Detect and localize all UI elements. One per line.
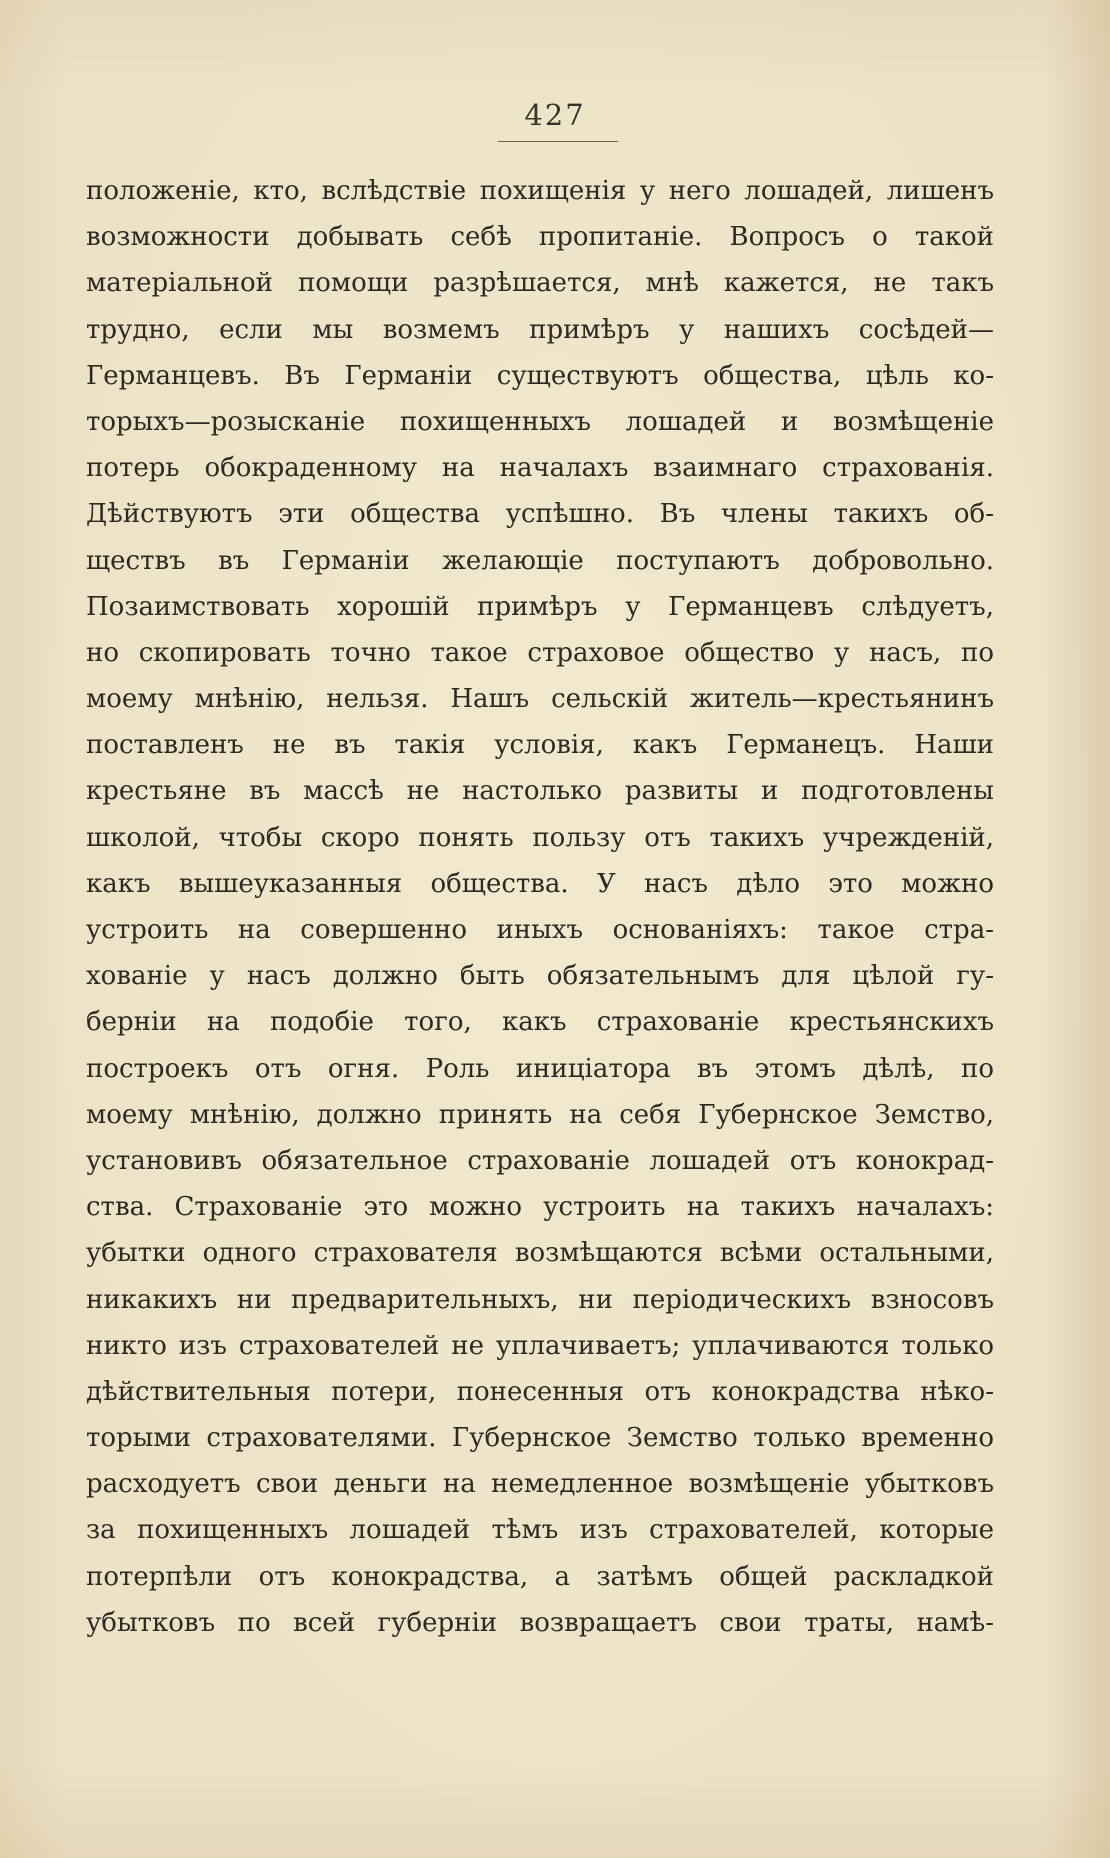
text-line: крестьяне въ массѣ не настолько развиты и подготовлены [86, 776, 994, 807]
text-line: Дѣйствуютъ эти общества успѣшно. Въ члены такихъ об- [86, 499, 994, 530]
text-line: какъ вышеуказанныя общества. У насъ дѣло это можно [86, 868, 994, 899]
text-line: ществъ въ Германіи желающіе поступаютъ добровольно. [86, 545, 994, 576]
text-line: моему мнѣнію, нельзя. Нашъ сельскій житель—крестьянинъ [86, 684, 994, 715]
text-line: потерпѣли отъ конокрадства, а затѣмъ общей раскладкой [86, 1561, 994, 1592]
text-line: матеріальной помощи разрѣшается, мнѣ кажется, не такъ [86, 268, 994, 299]
text-line: дѣйствительныя потери, понесенныя отъ конокрадства нѣко- [86, 1376, 994, 1407]
body-text [86, 168, 994, 1646]
text-line: убытки одного страхователя возмѣщаются всѣми остальными, [86, 1238, 994, 1269]
text-line: но скопировать точно такое страховое общество у насъ, по [86, 637, 994, 668]
page-number: 427 [524, 98, 586, 132]
text-line: торыхъ—розысканіе похищенныхъ лошадей и возмѣщеніе [86, 406, 994, 437]
text-line: возможности добывать себѣ пропитаніе. Вопросъ о такой [86, 222, 994, 253]
text-line: положеніе, кто, вслѣдствіе похищенія у него лошадей, лишенъ [86, 176, 994, 206]
text-line: устроить на совершенно иныхъ основаніяхъ: такое стра- [86, 915, 994, 945]
page-number-rule [498, 141, 618, 142]
text-line: школой, чтобы скоро понять пользу отъ такихъ учрежденій, [86, 822, 994, 853]
text-line: моему мнѣнію, должно принять на себя Губернское Земство, [86, 1099, 994, 1130]
text-line: построекъ отъ огня. Роль иниціатора въ этомъ дѣлѣ, по [86, 1053, 994, 1084]
text-line: трудно, если мы возмемъ примѣръ у нашихъ сосѣдей— [86, 314, 994, 345]
text-line: Позаимствовать хорошій примѣръ у Германцевъ слѣдуетъ, [86, 591, 994, 622]
text-line: ства. Страхованіе это можно устроить на такихъ началахъ: [86, 1192, 994, 1223]
text-line: убытковъ по всей губерніи возвращаетъ свои траты, намѣ- [86, 1607, 994, 1638]
text-line: берніи на подобіе того, какъ страхованіе крестьянскихъ [86, 1007, 994, 1038]
text-line: поставленъ не въ такія условія, какъ Германецъ. Наши [86, 730, 994, 761]
text-line: потерь обокраденному на началахъ взаимнаго страхованія. [86, 453, 994, 484]
text-line: установивъ обязательное страхованіе лошадей отъ конокрад- [86, 1145, 994, 1176]
text-line: торыми страхователями. Губернское Земство только временно [86, 1423, 994, 1454]
text-line: расходуетъ свои деньги на немедленное возмѣщеніе убытковъ [86, 1469, 994, 1500]
text-line: никакихъ ни предварительныхъ, ни періодическихъ взносовъ [86, 1284, 994, 1315]
text-line: хованіе у насъ должно быть обязательнымъ для цѣлой гу- [86, 961, 994, 992]
text-line: за похищенныхъ лошадей тѣмъ изъ страхователей, которые [86, 1515, 994, 1546]
text-line: Германцевъ. Въ Германіи существуютъ общества, цѣль ко- [86, 360, 994, 391]
text-line: никто изъ страхователей не уплачиваетъ; уплачиваются только [86, 1330, 994, 1361]
